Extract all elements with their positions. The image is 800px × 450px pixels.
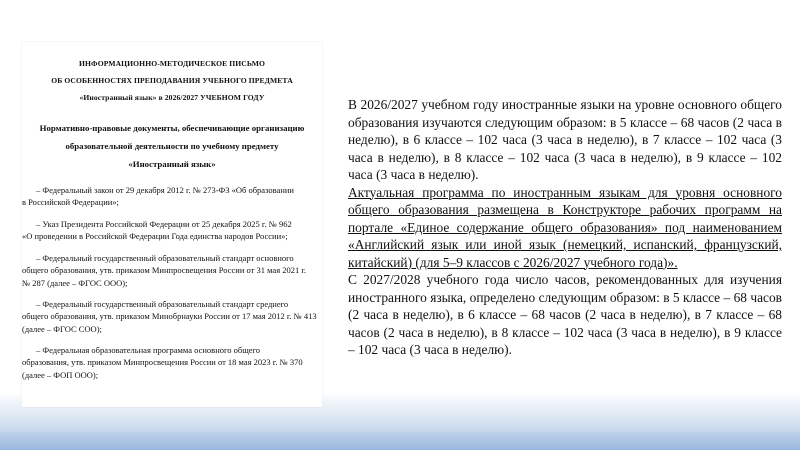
doc-section-title-line: «Иностранный язык» <box>128 159 216 169</box>
doc-section-title-line: образовательной деятельности по учебному предмету <box>65 141 279 151</box>
doc-list-item: – Федеральный закон от 29 декабря 2012 г. № 273-ФЗ «Об образовании в Российской Федерации»; <box>22 185 294 208</box>
doc-list-item: – Указ Президента Российской Федерации от 25 декабря 2025 г. № 962 «О проведении в Российской Федерации Года единства народов России»; <box>22 219 292 242</box>
doc-section-title-line: Нормативно-правовые документы, обеспечивающие организацию <box>39 123 305 133</box>
doc-list-item: – Федеральный государственный образовательный стандарт среднего общего образования, утв. приказом Минобрнауки России от 17 мая 2012 г. № 413 (далее – ФГОС СОО); <box>22 299 317 334</box>
doc-header-line: ИНФОРМАЦИОННО-МЕТОДИЧЕСКОЕ ПИСЬМО <box>78 59 265 68</box>
paragraph-program-link: Актуальная программа по иностранным языкам для уровня основного общего образования размещена в Конструкторе рабочих программ на портале «Единое содержание общего образования» под наименованием «Английский язык или иной язык (немецкий, испанский, французский, китайский) (для 5–9 классов с 2026/2027 учебного года)». <box>348 184 782 270</box>
scanned-document <box>22 42 322 407</box>
main-text-block <box>348 96 782 359</box>
doc-header-line: «Иностранный язык» в 2026/2027 УЧЕБНОМ ГОДУ <box>79 93 265 102</box>
doc-list-item: – Федеральная образовательная программа основного общего образования, утв. приказом Минпросвещения России от 18 мая 2023 г. № 370 (далее – ФОП ООО); <box>22 345 303 380</box>
paragraph-hours-2027: С 2027/2028 учебного года число часов, рекомендованных для изучения иностранного языка, определено следующим образом: в 5 классе – 68 часов (2 часа в неделю), в 6 классе – 68 часов (2 часа в неделю), в 7 классе – 68 часов (2 часа в неделю), в 8 классе – 102 часа (3 часа в неделю), в 9 классе – 102 часа (3 часа в неделю). <box>348 272 782 357</box>
doc-header-line: ОБ ОСОБЕННОСТЯХ ПРЕПОДАВАНИЯ УЧЕБНОГО ПРЕДМЕТА <box>51 76 293 85</box>
doc-list-item: – Федеральный государственный образовательный стандарт основного общего образования, утв. приказом Минпросвещения России от 31 мая 2021 г. № 287 (далее – ФГОС ООО); <box>22 253 307 288</box>
paragraph-hours-2026: В 2026/2027 учебном году иностранные языки на уровне основного общего образования изучаются следующим образом: в 5 классе – 68 часов (2 часа в неделю), в 6 классе – 102 часа (3 часа в неделю), в 7 классе – 102 часа (3 часа в неделю), в 8 классе – 102 часа (3 часа в неделю), в 9 классе – 102 часа (3 часа в неделю). <box>348 97 782 182</box>
